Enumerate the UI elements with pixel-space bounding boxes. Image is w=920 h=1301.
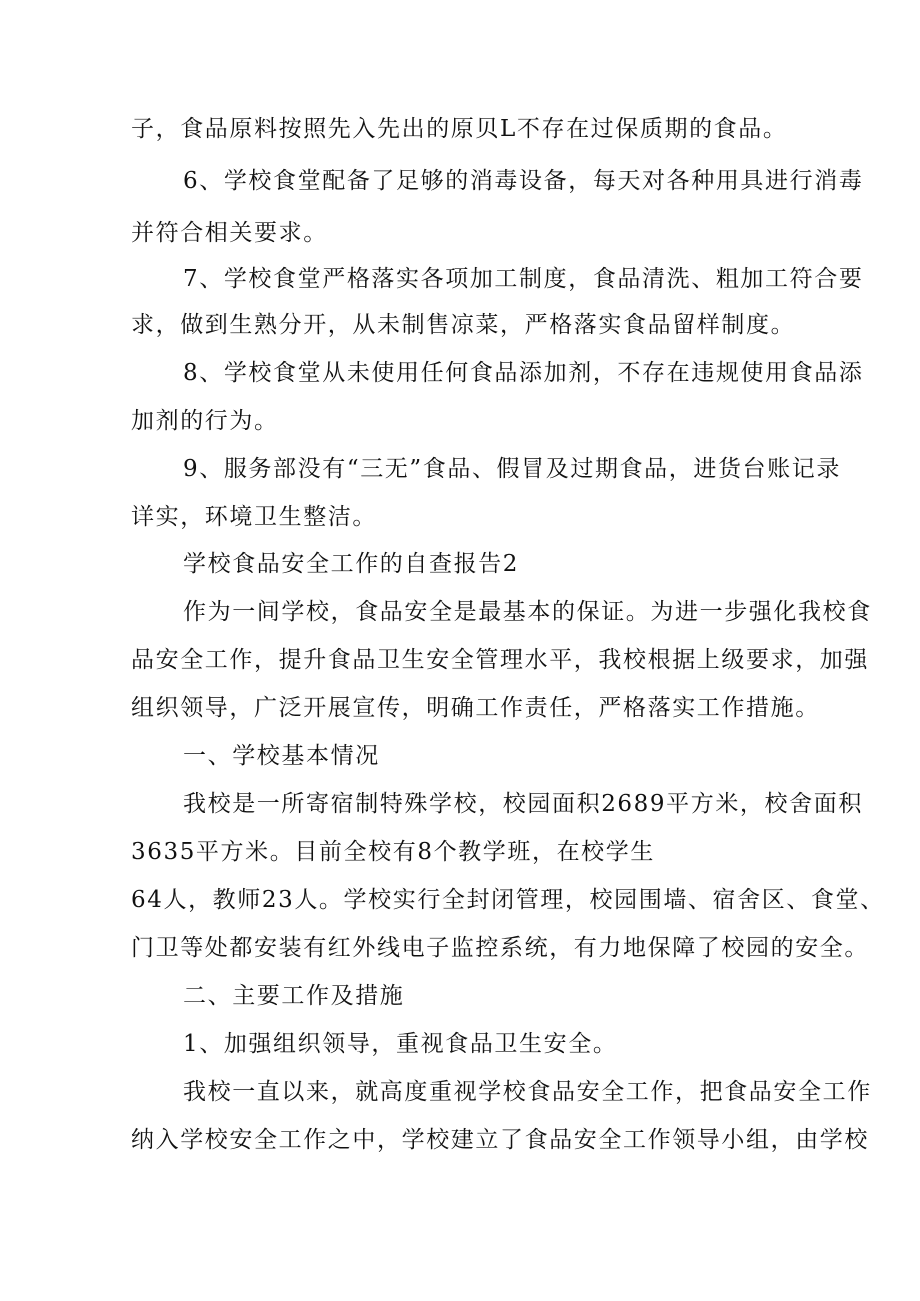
text-line: 子，食品原料按照先入先出的原贝L不存在过保质期的食品。 <box>131 116 788 142</box>
text-line: 1、加强组织领导，重视食品卫生安全。 <box>183 1031 618 1057</box>
section-heading: 一、学校基本情况 <box>183 743 380 769</box>
text-line: 求，做到生熟分开，从未制售凉菜，严格落实食品留样制度。 <box>131 312 796 338</box>
text-line: 纳入学校安全工作之中，学校建立了食品安全工作领导小组，由学校 <box>131 1127 869 1153</box>
section-heading: 二、主要工作及措施 <box>183 983 405 1009</box>
text-line: 我校一直以来，就高度重视学校食品安全工作，把食品安全工作 <box>183 1079 872 1105</box>
text-line: 品安全工作，提升食品卫生安全管理水平，我校根据上级要求，加强 <box>131 647 869 673</box>
text-line: 组织领导，广泛开展宣传，明确工作责任，严格落实工作措施。 <box>131 695 820 721</box>
text-line: 详实，环境卫生整洁。 <box>131 504 377 530</box>
section-heading: 学校食品安全工作的自查报告2 <box>183 551 520 577</box>
text-line: 6、学校食堂配备了足够的消毒设备，每天对各种用具进行消毒 <box>183 168 864 194</box>
text-line: 加剂的行为。 <box>131 408 279 434</box>
text-line: 7、学校食堂严格落实各项加工制度，食品清洗、粗加工符合要 <box>183 266 864 292</box>
text-line: 64人，教师23人。学校实行全封闭管理，校园围墙、宿舍区、食堂、 <box>131 887 885 913</box>
text-line: 3635平方米。目前全校有8个教学班，在校学生 <box>131 839 655 865</box>
text-line: 8、学校食堂从未使用任何食品添加剂，不存在违规使用食品添 <box>183 360 864 386</box>
text-line: 作为一间学校，食品安全是最基本的保证。为进一步强化我校食 <box>183 599 872 625</box>
text-line: 门卫等处都安装有红外线电子监控系统，有力地保障了校园的安全。 <box>131 935 869 961</box>
text-line: 并符合相关要求。 <box>131 220 328 246</box>
text-line: 9、服务部没有“三无”食品、假冒及过期食品，进货台账记录 <box>183 456 841 482</box>
text-line: 我校是一所寄宿制特殊学校，校园面积2689平方米，校舍面积 <box>183 791 863 817</box>
